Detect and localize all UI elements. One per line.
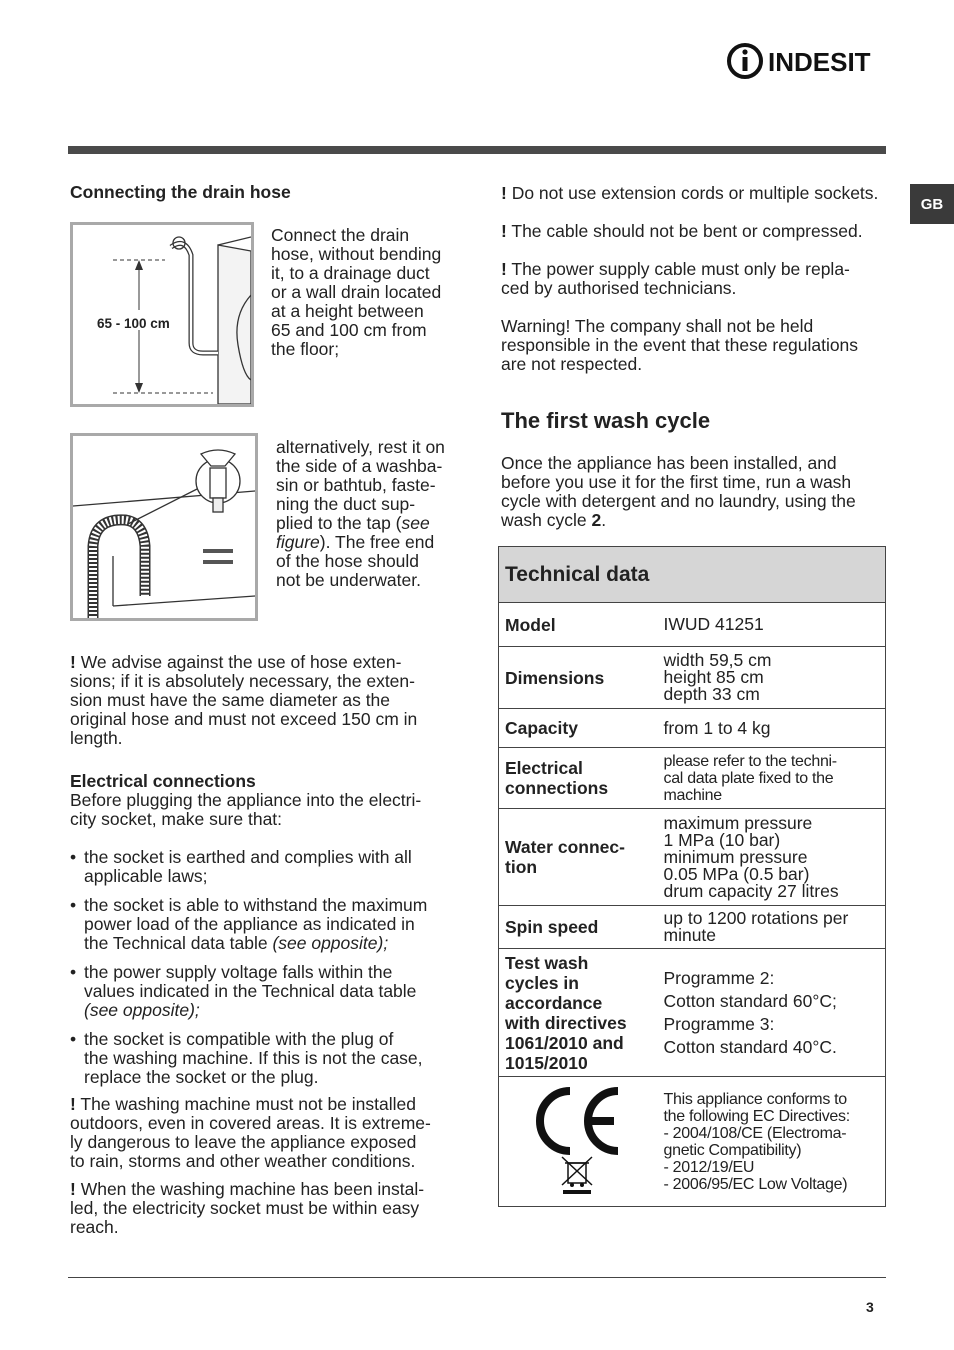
table-header-row [499, 547, 886, 603]
value-line: This appliance conforms to [663, 1090, 847, 1108]
key-line: accordance [505, 992, 603, 1013]
value-line: drum capacity 27 litres [663, 880, 839, 901]
value-line: minute [663, 925, 717, 945]
text-run: Do not use extension cords or multiple sockets. [511, 183, 879, 203]
row-key: Spin speed [499, 906, 658, 949]
header-rule [68, 146, 886, 154]
text-run: (see opposite); [272, 933, 389, 953]
text-run: wash cycle [501, 510, 592, 530]
text-line [501, 222, 891, 241]
table-row [499, 949, 886, 1077]
text-line: Connect the drain [271, 225, 410, 245]
footer-rule [68, 1277, 886, 1278]
text-line: • the socket is compatible with the plug of [84, 1029, 394, 1049]
key-line: Test wash [505, 952, 589, 973]
text-line [276, 533, 445, 552]
page-number: 3 [866, 1299, 874, 1315]
text-run: plied to the tap ( [276, 513, 402, 533]
text-line: 65 and 100 cm from [271, 320, 427, 340]
first-wash-text [501, 454, 891, 530]
ce-mark-icon [528, 1085, 628, 1195]
table-row [499, 809, 886, 906]
text-line: the washing machine. If this is not the case, [84, 1048, 423, 1068]
value-line: height 85 cm [663, 667, 764, 687]
value-line: minimum pressure [663, 846, 808, 867]
row-key: Capacity [499, 709, 658, 748]
text-line [84, 934, 465, 953]
table-title: Technical data [505, 563, 650, 586]
key-line: connections [505, 778, 609, 798]
text-line: sion must have the same diameter as the [70, 690, 391, 710]
key-line: 1061/2010 and [505, 1032, 624, 1053]
text-run: ). The free end [319, 532, 435, 552]
text-line: at a height between [271, 301, 424, 321]
value-line: up to 1200 rotations per [663, 908, 849, 928]
warning-mark: ! [70, 1094, 76, 1114]
table-row [499, 709, 886, 748]
value-line: please refer to the techni- [663, 752, 837, 770]
text-line [70, 653, 460, 672]
bullet-item [70, 963, 465, 1020]
drain-hose-heading: Connecting the drain hose [70, 182, 291, 202]
text-line: • the power supply voltage falls within the [84, 962, 393, 982]
power-warnings [501, 184, 891, 374]
warning-mark: ! [501, 259, 507, 279]
text-line: • the socket is earthed and complies with all [84, 847, 412, 867]
text-line: power load of the appliance as indicated in [84, 914, 415, 934]
table-row [499, 748, 886, 809]
value-line: the following EC Directives: [663, 1107, 850, 1125]
value-line: maximum pressure [663, 812, 813, 833]
text-line: reach. [70, 1217, 119, 1237]
text-line [70, 1095, 465, 1114]
text-line: before you use it for the first time, run a wash [501, 472, 852, 492]
height-label: 65 - 100 cm [97, 316, 170, 331]
value-line: Programme 2: [663, 967, 775, 988]
text-line: city socket, make sure that: [70, 809, 283, 829]
text-run: The cable should not be bent or compressed. [511, 221, 863, 241]
table-row [499, 647, 886, 709]
key-line: Water connec- [505, 837, 625, 857]
row-value [658, 809, 886, 906]
value-line: 0.05 MPa (0.5 bar) [663, 863, 810, 884]
ce-mark-cell [499, 1077, 658, 1207]
text-line: values indicated in the Technical data table [84, 981, 417, 1001]
text-line: sions; if it is absolutely necessary, the exten- [70, 671, 415, 691]
electrical-heading: Electrical connections [70, 771, 256, 791]
value-line: machine [663, 786, 722, 804]
text-run: figure [276, 532, 320, 552]
text-line: Before plugging the appliance into the electri- [70, 790, 422, 810]
value-line: width 59,5 cm [663, 650, 772, 670]
text-line: ly dangerous to leave the appliance exposed [70, 1132, 417, 1152]
hose-extension-warning [70, 653, 460, 748]
value-line: gnetic Compatibility) [663, 1141, 802, 1159]
text-line: hose, without bending [271, 244, 442, 264]
first-wash-title: The first wash cycle [501, 408, 711, 433]
row-value: IWUD 41251 [658, 603, 886, 647]
warning-mark: ! [70, 1179, 76, 1199]
value-line: 1 MPa (10 bar) [663, 829, 781, 850]
electrical-section [70, 772, 465, 1237]
row-value: from 1 to 4 kg [658, 709, 886, 748]
value-line: depth 33 cm [663, 684, 760, 704]
warning-mark: ! [70, 652, 76, 672]
text-run: 2 [591, 510, 602, 530]
text-line: sin or bathtub, faste- [276, 475, 436, 495]
value-line: Cotton standard 40°C. [663, 1036, 837, 1057]
text-line: not be underwater. [276, 570, 421, 590]
text-line: the side of a washba- [276, 456, 443, 476]
text-line: cycle with detergent and no laundry, using the [501, 491, 856, 511]
warning-mark: ! [501, 183, 507, 203]
text-run: We advise against the use of hose exten- [80, 652, 402, 672]
text-line: • the socket is able to withstand the maximum [84, 895, 428, 915]
value-line: - 2006/95/EC Low Voltage) [663, 1175, 848, 1193]
drain-hose-text [271, 226, 441, 359]
text-line: responsible in the event that these regulations [501, 335, 859, 355]
table-row [499, 906, 886, 949]
text-line [501, 184, 891, 203]
text-line: led, the electricity socket must be within easy [70, 1198, 420, 1218]
washbasin-hose-figure [70, 433, 258, 621]
key-line: cycles in [505, 972, 579, 993]
text-line: ning the duct sup- [276, 494, 416, 514]
text-line: applicable laws; [84, 866, 208, 886]
bullet-item [70, 1030, 465, 1087]
text-run: see [401, 513, 430, 533]
language-tab: GB [910, 184, 954, 224]
key-line: Electrical [505, 758, 583, 778]
row-value [658, 1077, 886, 1207]
technical-data-table [498, 546, 886, 1207]
table-row [499, 1077, 886, 1207]
text-line [501, 511, 891, 530]
text-run: The washing machine must not be installed [80, 1094, 416, 1114]
drain-height-figure [70, 222, 254, 407]
row-value [658, 748, 886, 809]
weee-bin-icon [562, 1157, 592, 1194]
warning-mark: ! [501, 221, 507, 241]
text-line: to rain, storms and other weather conditions. [70, 1151, 416, 1171]
key-line: 1015/2010 [505, 1052, 588, 1073]
row-value [658, 906, 886, 949]
value-line: Programme 3: [663, 1013, 775, 1034]
reach-warning [70, 1180, 465, 1237]
text-line: or a wall drain located [271, 282, 442, 302]
bullet-item [70, 896, 465, 953]
text-line [501, 260, 891, 279]
key-line: tion [505, 857, 538, 877]
text-run: the Technical data table [84, 933, 273, 953]
outdoor-warning [70, 1095, 465, 1171]
text-run: . [601, 510, 607, 530]
bullet-item [70, 848, 465, 886]
text-line: length. [70, 728, 123, 748]
row-value [658, 949, 886, 1077]
text-line: Once the appliance has been installed, and [501, 453, 837, 473]
text-line [276, 514, 445, 533]
text-line: it, to a drainage duct [271, 263, 430, 283]
text-line [70, 1180, 465, 1199]
row-key [499, 748, 658, 809]
text-line: outdoors, even in covered areas. It is extreme- [70, 1113, 431, 1133]
text-run: (see opposite); [84, 1000, 200, 1020]
row-value [658, 647, 886, 709]
text-line: the floor; [271, 339, 340, 359]
text-line: original hose and must not exceed 150 cm in [70, 709, 418, 729]
text-line: alternatively, rest it on [276, 437, 445, 457]
row-key: Model [499, 603, 658, 647]
washbasin-text [276, 438, 445, 590]
text-line: are not respected. [501, 354, 643, 374]
text-run: When the washing machine has been instal- [80, 1179, 425, 1199]
row-key [499, 809, 658, 906]
key-line: with directives [505, 1012, 627, 1033]
text-line: replace the socket or the plug. [84, 1067, 319, 1087]
value-line: - 2004/108/CE (Electroma- [663, 1124, 847, 1142]
row-key [499, 949, 658, 1077]
value-line: cal data plate fixed to the [663, 769, 834, 787]
value-line: - 2012/19/EU [663, 1158, 755, 1176]
indesit-logo [726, 40, 888, 82]
table-row [499, 603, 886, 647]
text-line: Warning! The company shall not be held [501, 316, 814, 336]
brand-name: INDESIT [768, 47, 871, 77]
text-line: of the hose should [276, 551, 420, 571]
text-line: ced by authorised technicians. [501, 278, 737, 298]
row-key: Dimensions [499, 647, 658, 709]
value-line: Cotton standard 60°C; [663, 990, 837, 1011]
text-run: The power supply cable must only be repla- [511, 259, 850, 279]
